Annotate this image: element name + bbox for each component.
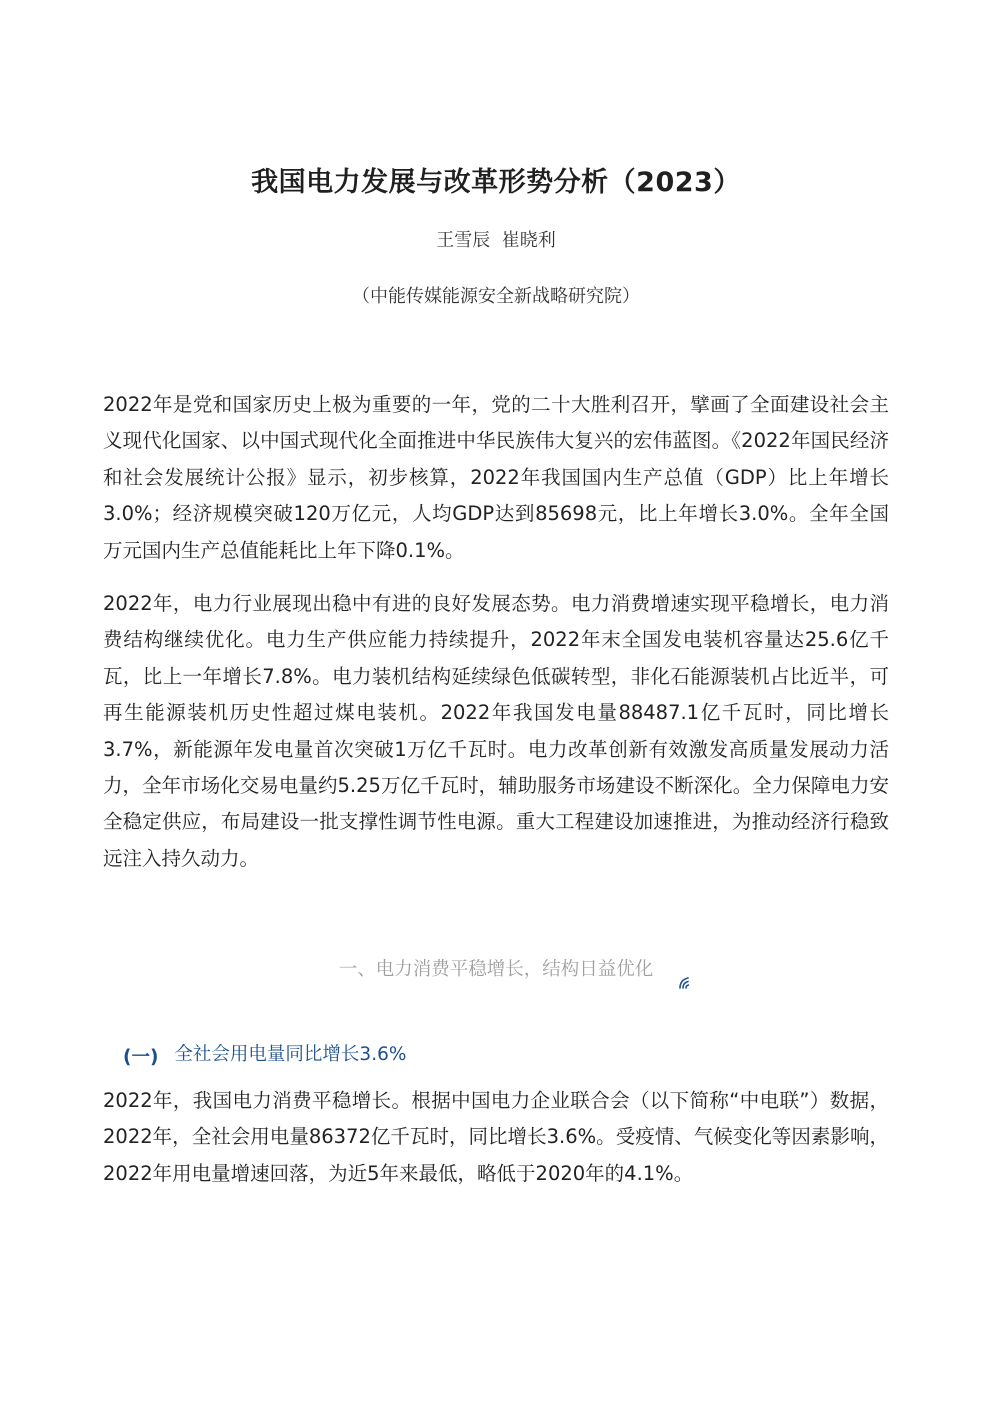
subsection-number: (一) <box>123 1047 159 1068</box>
industry-paragraph: 2022年，电力行业展现出稳中有进的良好发展态势。电力消费增速实现平稳增长，电力消费结构继续优化。电力生产供应能力持续提升，2022年末全国发电装机容量达25.6亿千瓦，比上一年增长7.8%。电力装机结构延续绿色低碳转型，非化石能源装机占比近半，可再生能源装机历史性超过煤电装机。2022年我国发电量88487.1亿千瓦时，同比增长3.7%，新能源年发电量首次突破1万亿千瓦时。电力改革创新有效激发高质量发展动力活力，全年市场化交易电量约5.25万亿千瓦时，辅助服务市场建设不断深化。全力保障电力安全稳定供应，布局建设一批支撑性调节性电源。重大工程建设加速推进，为推动经济行稳致远注入持久动力。 <box>103 592 889 870</box>
section-heading-text: 一、电力消费平稳增长，结构日益优化 <box>338 959 654 980</box>
subsection-heading <box>123 1040 406 1066</box>
document-affiliation: （中能传媒能源安全新战略研究院） <box>352 286 640 307</box>
section-heading <box>0 955 992 981</box>
signal-wave-icon <box>676 972 694 990</box>
document-authors: 王雪辰 崔晓利 <box>436 230 556 251</box>
intro-paragraph: 2022年是党和国家历史上极为重要的一年，党的二十大胜利召开，擘画了全面建设社会主义现代化国家、以中国式现代化全面推进中华民族伟大复兴的宏伟蓝图。《2022年国民经济和社会发展统计公报》显示，初步核算，2022年我国国内生产总值（GDP）比上年增长3.0%；经济规模突破120万亿元，人均GDP达到85698元，比上年增长3.0%。全年全国万元国内生产总值能耗比上年下降0.1%。 <box>103 393 889 562</box>
subsection-title: 全社会用电量同比增长3.6% <box>174 1044 407 1065</box>
document-title: 我国电力发展与改革形势分析（2023） <box>251 167 741 198</box>
consumption-paragraph: 2022年，我国电力消费平稳增长。根据中国电力企业联合会（以下简称“中电联”）数据，2022年，全社会用电量86372亿千瓦时，同比增长3.6%。受疫情、气候变化等因素影响，2022年用电量增速回落，为近5年来最低，略低于2020年的4.1%。 <box>103 1089 889 1185</box>
